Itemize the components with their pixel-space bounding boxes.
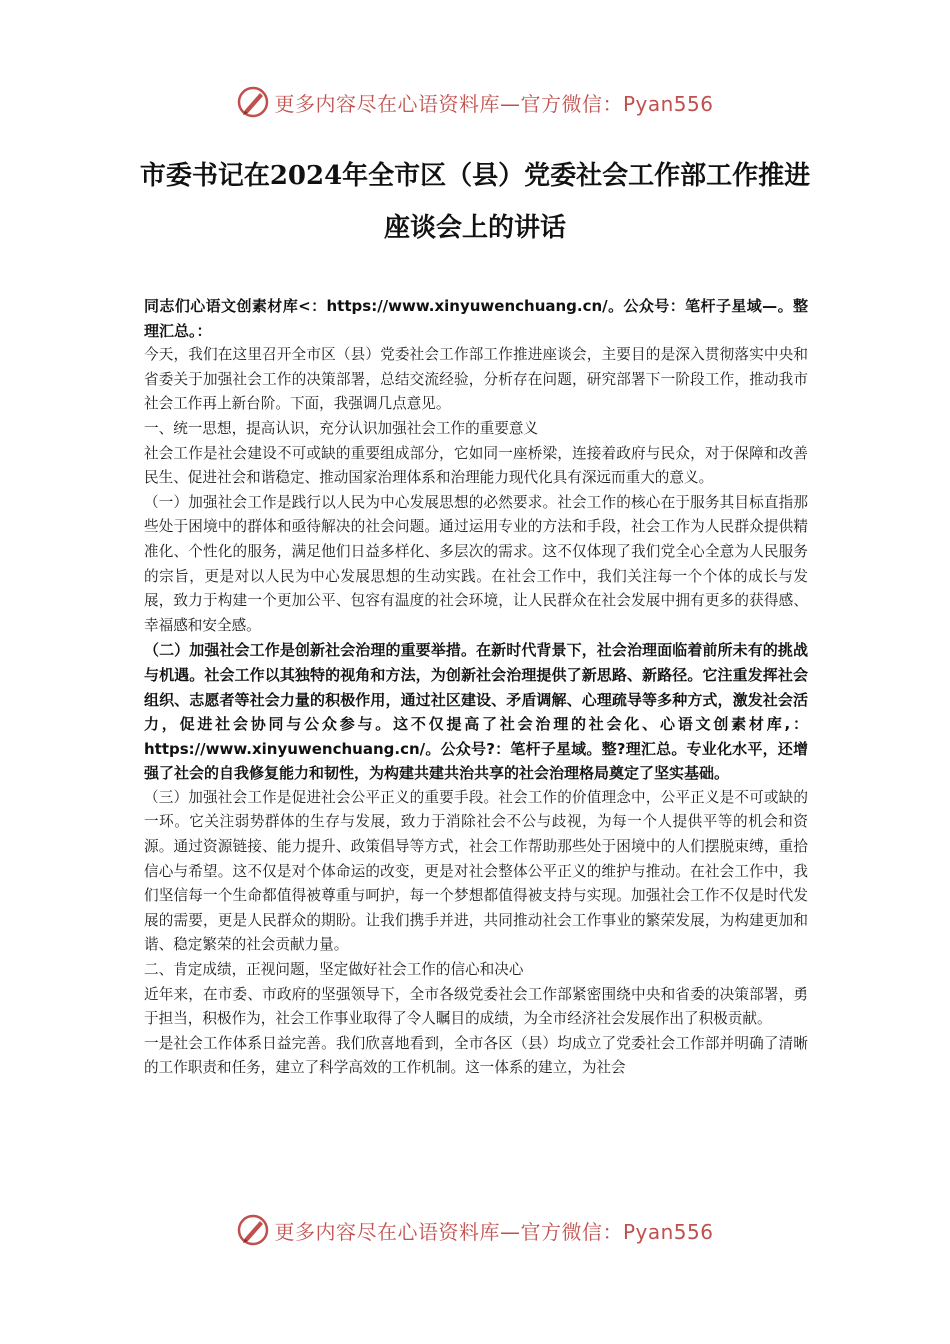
paragraph: 社会工作是社会建设不可或缺的重要组成部分，它如同一座桥梁，连接着政府与民众，对于保障和改善民生、促进社会和谐稳定、推动国家治理体系和治理能力现代化具有深远而重大的意义。 [144, 444, 808, 487]
watermark-text: 更多内容尽在心语资料库—官方微信：Pyan556 [274, 1219, 714, 1244]
pen-logo-icon [236, 1213, 270, 1247]
section-heading: 一、统一思想，提高认识，充分认识加强社会工作的重要意义 [144, 419, 539, 437]
bold-paragraph: （二）加强社会工作是创新社会治理的重要举措。在新时代背景下，社会治理面临着前所未有的挑战与机遇。社会工作以其独特的视角和方法，为创新社会治理提供了新思路、新路径。它注重发挥社会组织、志愿者等社会力量的积极作用，通过社区建设、矛盾调解、心理疏导等多种方式，激发社会活力，促进社会协同与公众参与。这不仅提高了社会治理的社会化、心语文创素材库,：https://www.xinyuwenchuang.cn/。公众号?：笔杆子星域。整?理汇总。专业化水平，还增强了社会的自我修复能力和韧性，为构建共建共治共享的社会治理格局奠定了坚实基础。 [144, 641, 808, 783]
paragraph: 近年来，在市委、市政府的坚强领导下，全市各级党委社会工作部紧密围绕中央和省委的决策部署，勇于担当，积极作为，社会工作事业取得了令人瞩目的成绩，为全市经济社会发展作出了积极贡献。 [144, 985, 808, 1028]
paragraph: （一）加强社会工作是践行以人民为中心发展思想的必然要求。社会工作的核心在于服务其目标直指那些处于困境中的群体和亟待解决的社会问题。通过运用专业的方法和手段，社会工作为人民群众提供精准化、个性化的服务，满足他们日益多样化、多层次的需求。这不仅体现了我们党全心全意为人民服务的宗旨，更是对以人民为中心发展思想的生动实践。在社会工作中，我们关注每一个个体的成长与发展，致力于构建一个更加公平、包容有温度的社会环境，让人民群众在社会发展中拥有更多的获得感、幸福感和安全感。 [144, 493, 808, 634]
paragraph: （三）加强社会工作是促进社会公平正义的重要手段。社会工作的价值理念中，公平正义是不可或缺的一环。它关注弱势群体的生存与发展，致力于消除社会不公与歧视，为每一个人提供平等的机会和资源。通过资源链接、能力提升、政策倡导等方式，社会工作帮助那些处于困境中的人们摆脱束缚，重拾信心与希望。这不仅是对个体命运的改变，更是对社会整体公平正义的维护与推动。在社会工作中，我们坚信每一个生命都值得被尊重与呵护，每一个梦想都值得被支持与实现。加强社会工作不仅是时代发展的需要，更是人民群众的期盼。让我们携手并进，共同推动社会工作事业的繁荣发展，为构建更加和谐、稳定繁荣的社会贡献力量。 [144, 788, 808, 954]
document-title: 市委书记在2024年全市区（县）党委社会工作部工作推进座谈会上的讲话 [139, 161, 811, 243]
paragraph: 今天，我们在这里召开全市区（县）党委社会工作部工作推进座谈会，主要目的是深入贯彻落实中央和省委关于加强社会工作的决策部署，总结交流经验，分析存在问题，研究部署下一阶段工作，推动我市社会工作再上新台阶。下面，我强调几点意见。 [144, 346, 808, 413]
watermark-text: 更多内容尽在心语资料库—官方微信：Pyan556 [274, 91, 714, 116]
header-watermark-banner [0, 82, 950, 122]
paragraph: 一是社会工作体系日益完善。我们欣喜地看到，全市各区（县）均成立了党委社会工作部并明确了清晰的工作职责和任务，建立了科学高效的工作机制。这一体系的建立，为社会 [144, 1034, 808, 1077]
intro-source-line: 同志们心语文创素材库<：https://www.xinyuwenchuang.cn/。公众号：笔杆子星域—。整理汇总。： [144, 297, 808, 340]
footer-watermark-banner [0, 1210, 950, 1250]
pen-logo-icon [236, 85, 270, 119]
document-body [144, 294, 808, 1081]
section-heading: 二、肯定成绩，正视问题，坚定做好社会工作的信心和决心 [144, 961, 524, 979]
